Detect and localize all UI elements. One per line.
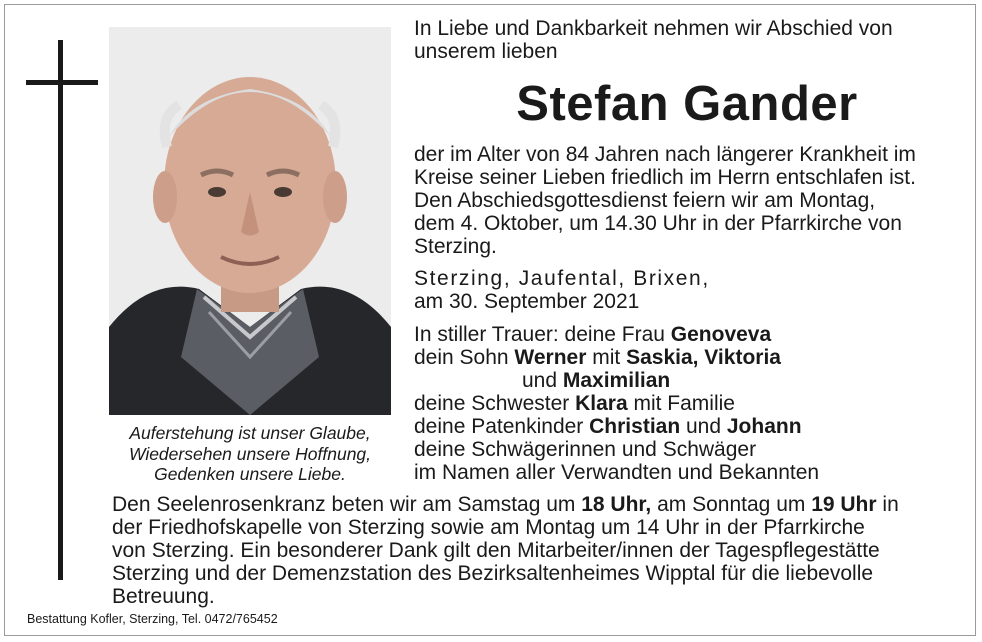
caption-line: Gedenken unsere Liebe. <box>154 464 346 484</box>
mourner-line: In stiller Trauer: deine Frau Genoveva <box>414 323 772 346</box>
mourner-name: Christian <box>589 415 681 438</box>
mourner-name: Werner <box>514 346 587 369</box>
bio-line: dem 4. Oktober, um 14.30 Uhr in der Pfarrkirche von <box>414 212 902 235</box>
mourner-name: Genoveva <box>670 323 772 346</box>
mourner-name: Maximilian <box>562 369 671 392</box>
mourner-line: und Maximilian <box>522 369 671 392</box>
portrait-photo <box>109 27 391 415</box>
bio-line: Den Abschiedsgottesdienst feiern wir am Montag, <box>414 189 876 212</box>
bio-line: der im Alter von 84 Jahren nach längerer Krankheit im <box>414 143 916 166</box>
bio-line: Kreise seiner Lieben friedlich im Herrn entschlafen ist. <box>414 166 916 189</box>
intro-text <box>414 17 893 63</box>
rosary-text <box>112 493 899 608</box>
mourner-name: Johann <box>726 415 802 438</box>
place-date <box>414 267 710 313</box>
mourner-line: deine Schwägerinnen und Schwäger <box>414 438 757 461</box>
mourner-line: deine Schwester Klara mit Familie <box>414 392 735 415</box>
rosary-line: Sterzing und der Demenzstation des Bezirksaltenheimes Wipptal für die liebevolle <box>112 562 874 585</box>
rosary-line: Den Seelenrosenkranz beten wir am Samstag um 18 Uhr, am Sonntag um 19 Uhr in <box>112 493 899 516</box>
funeral-home-footer: Bestattung Kofler, Sterzing, Tel. 0472/765452 <box>27 612 278 626</box>
place-line: Sterzing, Jaufental, Brixen, <box>414 267 710 290</box>
caption <box>104 423 396 485</box>
cross-icon-bar <box>26 80 98 85</box>
mourner-name: Saskia, Viktoria <box>626 346 781 369</box>
bio-text <box>414 143 916 258</box>
mourners-list <box>414 323 819 484</box>
rosary-line: Betreuung. <box>112 585 215 608</box>
mourner-name: Klara <box>575 392 628 415</box>
mourner-line: dein Sohn Werner mit Saskia, Viktoria <box>414 346 781 369</box>
caption-line: Auferstehung ist unser Glaube, <box>129 423 371 443</box>
intro-line: In Liebe und Dankbarkeit nehmen wir Abschied von <box>414 17 893 40</box>
rosary-line: der Friedhofskapelle von Sterzing sowie am Montag um 14 Uhr in der Pfarrkirche <box>112 516 865 539</box>
cross-icon <box>58 40 63 580</box>
intro-line: unserem lieben <box>414 40 558 63</box>
rosary-line: von Sterzing. Ein besonderer Dank gilt den Mitarbeiter/innen der Tagespflegestätte <box>112 539 880 562</box>
mourner-line: im Namen aller Verwandten und Bekannten <box>414 461 820 484</box>
date-line: am 30. September 2021 <box>414 290 640 313</box>
bio-line: Sterzing. <box>414 235 497 258</box>
mourner-line: deine Patenkinder Christian und Johann <box>414 415 802 438</box>
caption-line: Wiedersehen unsere Hoffnung, <box>128 443 372 464</box>
deceased-name: Stefan Gander <box>516 77 858 131</box>
